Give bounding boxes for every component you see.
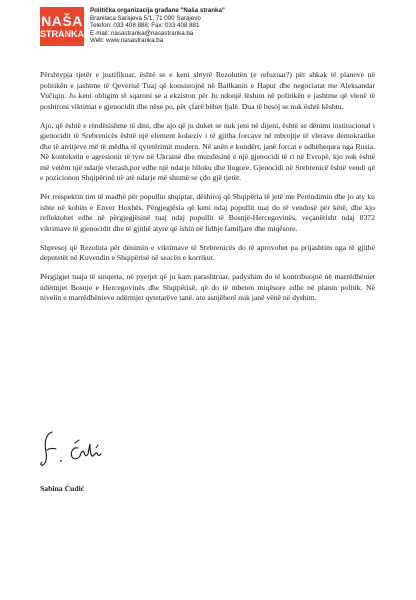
contact-block	[90, 7, 225, 46]
signer-name: Sabina Ćudić	[40, 484, 85, 493]
logo-line-2: STRANKA	[40, 29, 84, 39]
paragraph: Përgjigjet tuaja të sinqerta, në pyetjet që ju kam parashtruar, padyshim do të kontribuojnë në marrëdhëniet ndërmjet Bosnje e Hercegovinës dhe Shqipërisë, që do të mbeten miqësore edhe në planin politik. Në nivelin e marrëdhënieve ndërmjet qytetarëve tanë, ato asnjëherë nuk janë vënë në dyshim.	[40, 272, 375, 302]
logo-line-1: NAŠA	[41, 13, 83, 29]
org-name: Politička organizacija građana "Naša stranka"	[90, 7, 225, 14]
signature-drawing	[40, 426, 110, 468]
paragraph: Shpresoj që Rezoluta për dënimin e viktimave të Srebrenicës do të aprovohet pa prijashtim nga të gjithë deputetët në Kuvendin e Shqipërisë në seacën e korrikut.	[40, 242, 375, 262]
letter-body	[40, 70, 375, 312]
paragraph: Për rrespektin tim të madhë për popullin shqiptar, dëshiroj që Shqipëria të jetë me Perëndimin dhe jo aty ku ishte në kohën e Enver Hoxhës. Përgjegjësia që keni ndaj popullit tuaj do të vendosë për këtë, dhe kjo reflektohet edhe në përgjegjësinë tuaj ndaj popullit të Bosnjë-Hercegovinës, veçanërisht ndaj 8372 viktimave të gjenocidit dhe të gjithë atyre që ishin në lidhje familjare dhe miqësore.	[40, 192, 375, 233]
paragraph: Përshtypja tjetër e justifikuar, është se e keni shtyrë Rezolutën (e refuzuar?) për shkak të planeve në politikën e jashtme të Qeverisë Tuaj që konsistojnë në Ballkanin e Hapur dhe negociatat me Aleksandar Vučiqin. Ju keni obligim të sqaroni se a ekziston për Ju ndonjë lëshim në politikën e jashtme që vlenë të poshtroni viktimat e gjenocidit dhe nëse po, për çfarë bëhet fjalë. Dua të besoj se nuk është kështu.	[40, 70, 375, 111]
phone-fax: Telefon: 033 408 888; Fax: 033 408 881	[90, 22, 200, 30]
letterhead	[40, 7, 225, 46]
party-logo	[40, 7, 84, 46]
paragraph: Ajo, që është e rëndësishme të dini, dhe ajo që ju duket se nuk jeni në dijeni, është se dënimi institucional i gjenocidit të Srebrenicës është një element koheziv i të gjitha forcave në mbrojtje të vlerave demokratike dhe të arritjeve më të mëdha të qytetërimit modern. Në anën e kundërt, janë forcat e udhëhequra nga Rusia. Në kontekstin e agresionit të tyre në Ukrainë dhe mundësinë e një gjenocidi të ri në Evropë, kjo nuk është më vetëm një ndarje vlerash,por edhe një ndarje blloku dhe llogore. Gjenocidi në Srebrenicë është vendi që e pozicionon Shqipërinë në atë ndarje më shumë se çdo gjë tjetër.	[40, 120, 375, 182]
address: Branilaca Sarajeva 5/1, 71 000 Sarajevo	[90, 14, 201, 22]
handwritten-signature	[40, 426, 110, 473]
website: Web: www.nasastranka.ba	[90, 37, 164, 45]
email: E-mail: nasastranka@nasastranka.ba	[90, 29, 194, 37]
